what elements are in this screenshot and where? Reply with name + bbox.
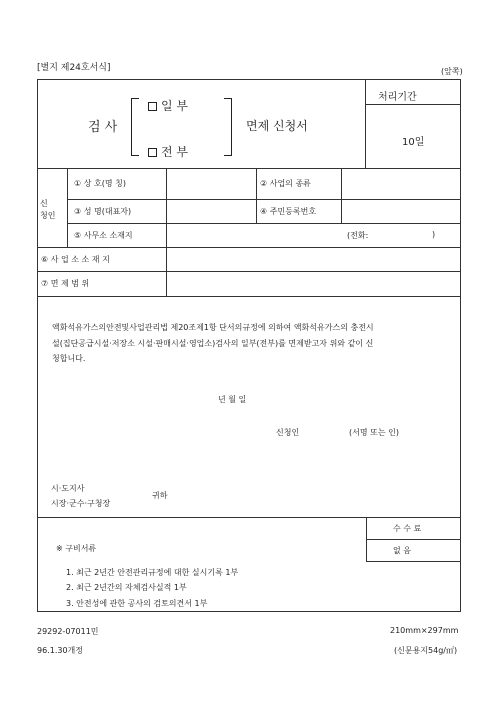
office-address-field[interactable] bbox=[167, 224, 460, 246]
exemption-scope-field[interactable] bbox=[167, 272, 460, 295]
phone-label: (전화: bbox=[347, 231, 369, 240]
processing-value: 10일 bbox=[402, 137, 425, 148]
page-side-label: (앞쪽) bbox=[441, 67, 463, 76]
trade-name-label: ① 상 호(명 칭) bbox=[74, 179, 126, 188]
name-label: ③ 성 명(대표자) bbox=[74, 207, 132, 216]
trade-name-field[interactable] bbox=[167, 169, 255, 198]
footer-revision: 96.1.30개정 bbox=[37, 646, 83, 655]
footer-paper: (신문용지54g/㎡) bbox=[394, 646, 458, 655]
site-location-field[interactable] bbox=[167, 248, 460, 270]
statement-line-2: 설(집단공급시설·저장소 시설·판매시설·영업소)검사의 일부(전부)를 면제받고자 위와 같이 신 bbox=[52, 339, 374, 348]
title-prefix: 검 사 bbox=[88, 120, 118, 135]
resident-no-field[interactable] bbox=[342, 200, 460, 222]
title-suffix: 면제 신청서 bbox=[246, 119, 308, 133]
option-full[interactable]: 전 부 bbox=[148, 143, 188, 160]
partial-checkbox[interactable] bbox=[148, 102, 157, 111]
processing-label: 처리기간 bbox=[378, 92, 417, 103]
statement-line-1: 액화석유가스의안전및사업관리법 제20조제1항 단서의규정에 의하여 액화석유가스의 충전시 bbox=[52, 323, 374, 332]
honorific: 귀하 bbox=[152, 491, 168, 500]
phone-close: ) bbox=[432, 230, 436, 239]
exemption-scope-label: ⑦ 면 제 범 위 bbox=[41, 279, 90, 288]
business-type-field[interactable] bbox=[342, 169, 460, 198]
date-line: 년 월 일 bbox=[218, 395, 247, 404]
fee-label: 수 수 료 bbox=[393, 524, 422, 533]
applicant-sign-label: 신청인 bbox=[276, 428, 300, 437]
sign-note: (서명 또는 인) bbox=[349, 428, 399, 437]
footer-size: 210mm×297mm bbox=[390, 626, 459, 635]
attachment-item-1: 1. 최근 2년간 안전관리규정에 대한 실시기록 1부 bbox=[66, 568, 239, 577]
site-location-label: ⑥ 사 업 소 소 재 지 bbox=[41, 255, 110, 264]
right-bracket bbox=[224, 98, 232, 156]
form-number: [별지 제24호서식] bbox=[37, 63, 111, 73]
attachment-item-2: 2. 최근 2년간의 자체검사실적 1부 bbox=[66, 583, 187, 592]
footer-code: 29292-07011민 bbox=[37, 627, 99, 636]
resident-no-label: ④ 주민등록번호 bbox=[260, 207, 317, 216]
applicant-group-label-2: 청인 bbox=[40, 211, 56, 220]
name-field[interactable] bbox=[167, 200, 255, 222]
recipient-governor: 시·도지사 bbox=[51, 484, 85, 493]
attachment-item-3: 3. 안전성에 관한 공사의 검토의견서 1부 bbox=[66, 599, 208, 608]
attachments-header: ※ 구비서류 bbox=[56, 544, 97, 553]
option-partial[interactable]: 일 부 bbox=[148, 97, 188, 114]
office-address-label: ⑤ 사무소 소재지 bbox=[74, 231, 133, 240]
left-bracket bbox=[131, 98, 139, 156]
applicant-group-label-1: 신 bbox=[40, 199, 48, 208]
fee-value: 없 음 bbox=[393, 546, 411, 555]
full-checkbox[interactable] bbox=[148, 148, 157, 157]
business-type-label: ② 사업의 종류 bbox=[260, 179, 311, 188]
recipient-mayor: 시장·군수·구청장 bbox=[51, 499, 111, 508]
statement-line-3: 청합니다. bbox=[52, 354, 86, 363]
